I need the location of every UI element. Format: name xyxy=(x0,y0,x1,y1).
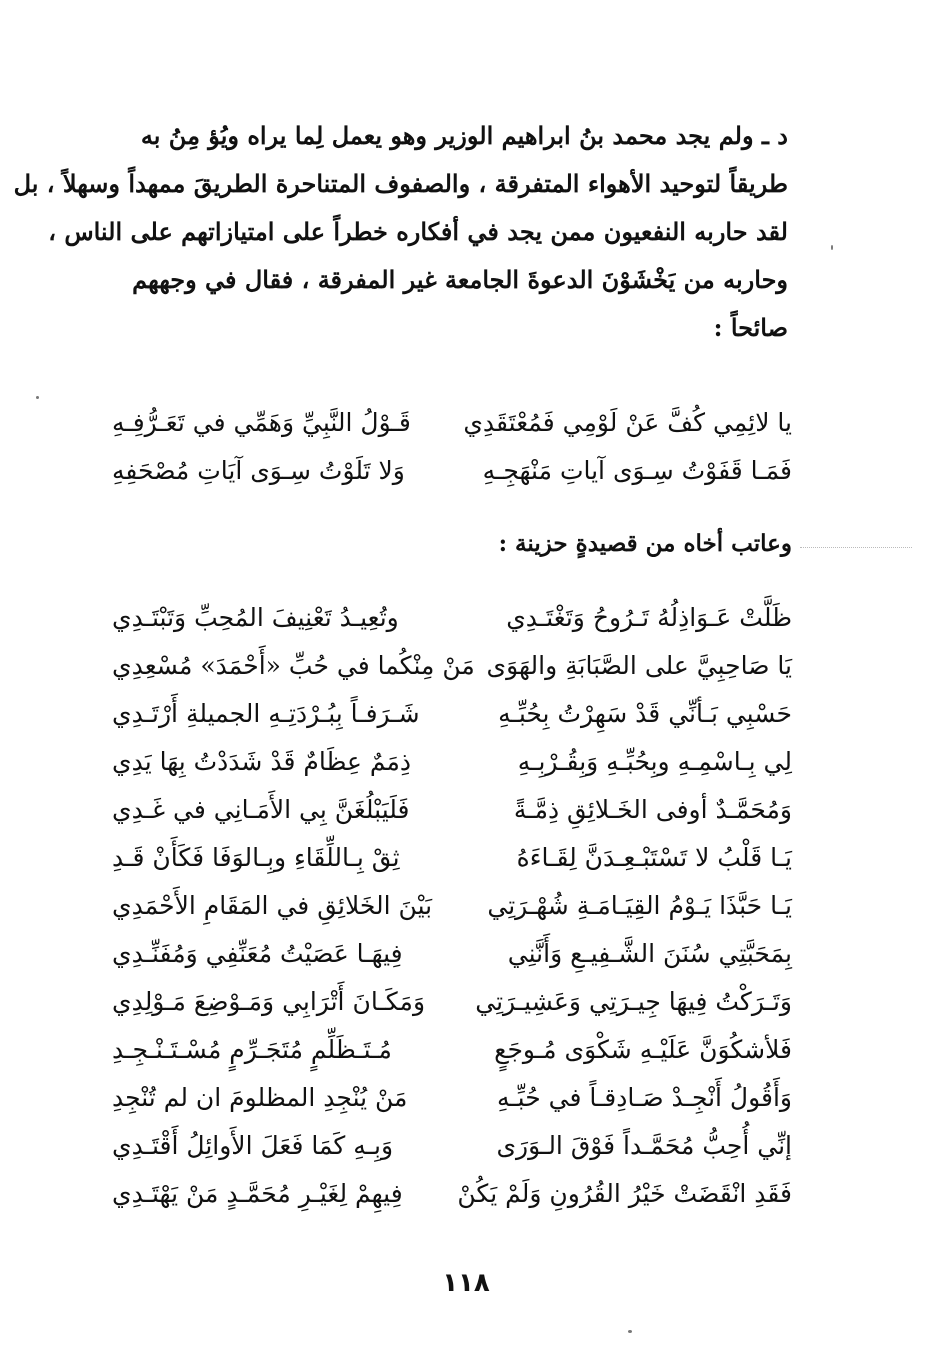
verse-first-hemistich: يَا صَاحِبِيَّ على الصَّبَابَةِ والهَوَى xyxy=(486,651,792,680)
verse-first-hemistich: يا لائِمِي كُفَّ عَنْ لَوْمِي فَمُعْتَقَدِي xyxy=(463,408,792,437)
verse-line xyxy=(112,690,792,738)
verse-first-hemistich: فَقَدِ انْقَضَتْ خَيْرُ القُرُونِ وَلَمْ يَكُنْ xyxy=(457,1179,792,1208)
poem-introduction: وعاتب أخاه من قصيدةٍ حزينة : xyxy=(498,530,792,557)
verse-first-hemistich: وَأَقُولُ أَنْجِـدْ صَـادِقـاً في حُبِّـهِ xyxy=(496,1083,792,1112)
verse-second-hemistich: وَبِـهِ كَمَا فَعَلَ الأَوائِلُ أَقْتَـدِي xyxy=(112,1131,394,1160)
prose-line: لقد حاربه النفعيون ممن يجد في أفكاره خطراً على امتيازاتهم على الناس ، xyxy=(48,217,788,246)
verse-second-hemistich: ثِقْ بِـاللِّقَاءِ وبِـالوَفَا فَكَأَنْ قَـدِ xyxy=(112,843,400,872)
verse-line xyxy=(112,738,792,786)
verse-first-hemistich: فَلأشكُوَنَّ عَلَيْـهِ شَكْوَى مُـوجَعٍ xyxy=(494,1035,792,1064)
verse-line xyxy=(112,399,792,447)
verse-first-hemistich: يَـا حَبَّذَا يَـوْمُ القِيَـامَـةِ شُهْـرَتِي xyxy=(487,891,792,920)
verse-second-hemistich: ذِمَمٌ عِظَامٌ قَدْ شَدَدْتُ بِهَا يَدِي xyxy=(112,747,411,776)
verse-line xyxy=(112,786,792,834)
verse-second-hemistich: مَنْ مِنْكُما في حُبِّ «أَحْمَدَ» مُسْعِدِي xyxy=(112,651,475,680)
verse-line xyxy=(112,642,792,690)
verse-second-hemistich: وتُعِيـدُ تَعْنِيفَ المُحِبِّ وَتَبْتَـدِي xyxy=(112,603,399,632)
prose-line: وحاربه من يَخْشَوْنَ الدعوةَ الجامعة غير المفرقة ، فقال في وجههم xyxy=(132,265,788,294)
verse-first-hemistich: وَتَـرَكْتُ فِيهَا جِيـرَتِي وَعَشِيـرَتِي xyxy=(475,987,792,1016)
verse-first-hemistich: وَمُحَمَّـدٌ أوفى الخَـلائِقِ ذِمَّـةً xyxy=(513,795,792,824)
prose-line: صائحاً : xyxy=(713,313,788,342)
verse-second-hemistich: قَـوْلُ النَّبِيِّ وَهَمِّي في تَعَـرُّفِـهِ xyxy=(112,408,411,437)
verse-line xyxy=(112,1170,792,1218)
verse-second-hemistich: وَلا تَلَوْتُ سِـوَى آيَاتِ مُصْحَفِهِ xyxy=(112,456,405,485)
verse-line xyxy=(112,834,792,882)
verse-second-hemistich: مُـتَـظَلِّمٍ مُتَجَـرِّمٍ مُسْـتَـنْـجِـدِ xyxy=(112,1035,392,1064)
verse-first-hemistich: حَسْبِي بَـأنِّي قَدْ سَهِرْتُ بِحُبِّـهِ xyxy=(498,699,792,728)
verse-line xyxy=(112,1122,792,1170)
verse-line xyxy=(112,1074,792,1122)
verse-line xyxy=(112,594,792,642)
scan-speck xyxy=(36,396,39,399)
verse-second-hemistich: فِيهِمْ لِغَيْـرِ مُحَمَّـدٍ مَنْ يَهْتَـدِي xyxy=(112,1179,403,1208)
verse-second-hemistich: وَمَكَـانَ أَتْرَابِي وَمَـوْضِعَ مَـوْلِدِي xyxy=(112,987,426,1016)
verse-line xyxy=(112,978,792,1026)
verse-first-hemistich: إنِّي أُحِبُّ مُحَمَّـداً فَوْقَ الـوَرَى xyxy=(496,1131,792,1160)
prose-paragraph xyxy=(13,112,788,352)
verse-first-hemistich: يَـا قَلْبُ لا تَسْتَبْـعِـدَنَّ لِقَـاءَهُ xyxy=(516,843,792,872)
verse-line xyxy=(112,447,792,495)
verse-first-hemistich: فَمَـا قَفَوْتُ سِـوَى آياتِ مَنْهَجِـهِ xyxy=(482,456,792,485)
scan-speck xyxy=(831,245,833,250)
verse-first-hemistich: ظَلَّتْ عَـوَاذِلُهُ تَـرُوحُ وَتَغْتَـدِي xyxy=(506,603,792,632)
verse-line xyxy=(112,930,792,978)
verse-second-hemistich: مَنْ يُنْجِدِ المظلومَ ان لم تُنْجِدِ xyxy=(112,1083,408,1112)
verse-second-hemistich: فِيهَـا عَصَيْتُ مُعَنِّفِي وَمُفَنِّـدِي xyxy=(112,939,403,968)
verse-second-hemistich: فَلَيَبْلُغَنَّ بِي الأَمَـانِي في غَـدِي xyxy=(112,795,410,824)
scan-speck xyxy=(628,1330,632,1333)
verse-line xyxy=(112,1026,792,1074)
verse-first-hemistich: لِي بِـاسْمِـهِ وبِحُبِّـهِ وَبِقُـرْبِـهِ xyxy=(517,747,792,776)
page-number: ١١٨ xyxy=(442,1268,490,1298)
poem-stanza-1 xyxy=(112,399,792,495)
verse-second-hemistich: بَيْنَ الخَلائِقِ في المَقَامِ الأَحْمَدِي xyxy=(112,891,433,920)
prose-line: د ـ ولم يجد محمد بنُ ابراهيم الوزير وهو يعمل لِما يراه ويُؤ مِنُ به xyxy=(140,121,788,150)
verse-second-hemistich: شَـرَفـاً بِبُـرْدَتِـهِ الجميلةِ أَرْتَـدِي xyxy=(112,699,420,728)
verse-line xyxy=(112,882,792,930)
poem-stanza-2 xyxy=(112,594,792,1218)
dotted-rule xyxy=(800,547,912,548)
verse-first-hemistich: بِمَحَبَّتِي سُنَنَ الشَّـفِيـعِ وَأَنَّنِي xyxy=(507,939,792,968)
prose-line: طريقاً لتوحيد الأهواء المتفرقة ، والصفوف المتناحرة الطريقَ ممهداً وسهلاً ، بل xyxy=(13,169,788,198)
